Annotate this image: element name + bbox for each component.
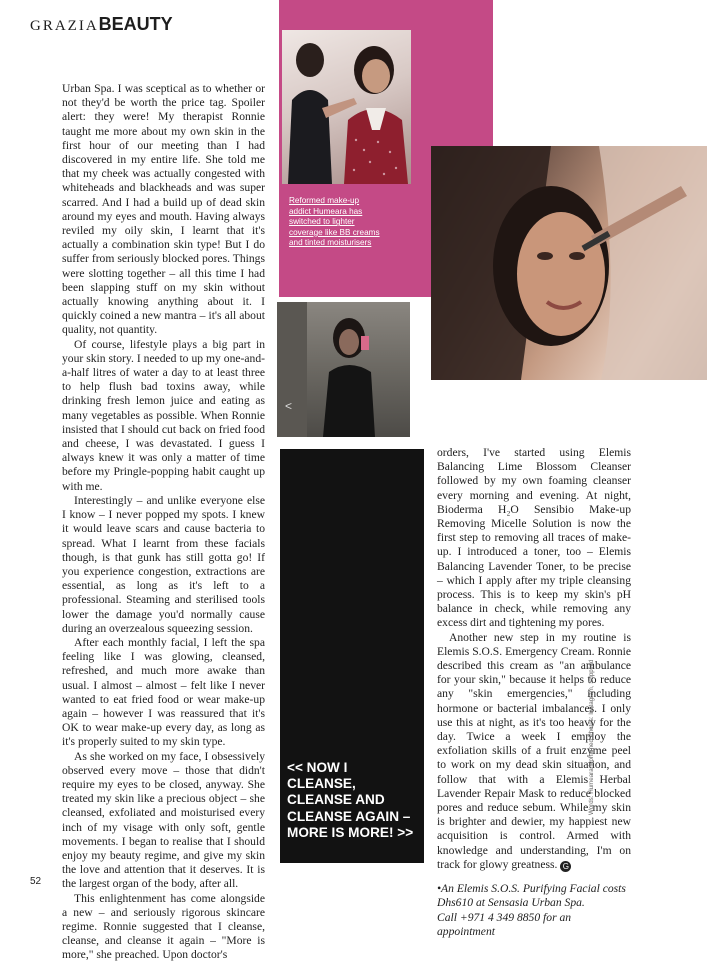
paragraph-text: Another new step in my routine is Elemis S.O.S. Emergency Cream. Ronnie described this cream as "an ambulance for your skin," because it helps to reduce any "skin emergencies," including hormone or bacterial imbalances. I only use this at night, as it's too heavy for the day. Twice a week I employ the exfoliation skills of a fruit enzyme peel to work on my dead skin situation, and follow that with a Elemis Herbal Lavender Repair Mask to reduce blocked pores and reduce sebum. While my skin is brighter and dewier, my happiest new acquisition is control. Armed with knowledge and understanding, I'm on track for glowy greatness. — [437, 630, 631, 871]
svg-text:<: < — [285, 399, 293, 413]
paragraph: After each monthly facial, I left the spa feeling like I was glowing, cleansed, refreshed, and much more awake than usual. I almost – almost – felt like I never wanted to eat fried food or wear make-up again – however I was reassured that it's OK to wear make-up every day, as long as it's properly suited to my skin type. — [62, 635, 265, 749]
page-number: 52 — [30, 876, 42, 887]
left-text-column — [62, 82, 265, 962]
pull-quote: << NOW I CLEANSE, CLEANSE AND CLEANSE AGAIN – MORE IS MORE! >> — [287, 760, 414, 840]
photo-caption: Reformed make-up addict Humeara has switched to lighter coverage like BB creams and tinted moisturisers — [289, 196, 380, 248]
paragraph: Urban Spa. I was sceptical as to whether or not they'd be worth the price tag. Spoiler alert: they were! My therapist Ronnie taught me more about my own skin in the first hour of our meeting than I had discovered in my entire life. She told me that my cheek was actually congested with whiteheads and blackheads and was super scarred. And I had a build up of dead skin around my eyes and mouth. Having always reviled my oily skin, I learnt that it's actually a combination skin type! But I do suffer from seriously blocked pores. Things were slotting together – all this time I had been slapping stuff on my skin without actually knowing anything about it. I quickly coined a new mantra – it's all about quality, not quantity. — [62, 82, 265, 337]
paragraph: Of course, lifestyle plays a big part in your skin story. I needed to up my one-and-a-half litres of water a day to at least three to help flush bad toxins away, while drinking fresh lemon juice and eating as many vegetables as possible. When Ronnie insisted that I should cut back on fried food and cheese, I was devastated. I guess I always knew it was only a matter of time before my Pringle-popping habit caught up with me. — [62, 337, 265, 493]
closeup-makeup-photo — [431, 146, 707, 380]
paragraph: As she worked on my face, I obsessively observed every move – those that didn't require my eyes to be closed, anyway. She treated my skin like a precious object – she cleansed, exfoliated and moisturised every inch of my visage with only soft, gentle movements. I began to realise that I should enjoy my beauty regime, and give my skin the love and attention that it deserves. It is the largest organ of the body, after all. — [62, 749, 265, 891]
magazine-header — [30, 14, 173, 35]
spa-credit — [437, 882, 631, 939]
makeup-artist-photo — [282, 30, 411, 184]
paragraph — [437, 631, 631, 872]
credit-line: Dhs610 at Sensasia Urban Spa. — [437, 896, 585, 910]
paragraph: This enlightenment has come alongside a new – and seriously rigorous skincare regime. Ronnie suggested that I cleanse, cleanse, and cleanse it again – "More is more," she preached. Upon doctor's — [62, 891, 265, 962]
grazia-end-mark-icon: G — [560, 861, 571, 872]
right-text-column — [437, 446, 631, 938]
section-name: BEAUTY — [98, 14, 173, 34]
magazine-name: GRAZIA — [30, 18, 99, 34]
paragraph: Interestingly – and unlike everyone else I know – I never popped my spots. I knew it would leave scars and cause bacteria to spread. What I learnt from these facials though, is that gunk has still gotta go! If you experience congestion, extractions are essential, as long as it's left to a professional. Steaming and sterilised tools lower the damage you'd normally cause during an overzealous squeezing session. — [62, 493, 265, 635]
paragraph: orders, I've started using Elemis Balancing Lime Blossom Cleanser followed by my own foaming cleanser every morning and evening. At night, Bioderma H₂O Sensibio Make-up Removing Micelle Solution is now the first step to removing all traces of make-up. I introduced a toner, too – Elemis Balancing Lavender Toner, to be precise – which I apply after my triple cleansing process. This is to keep my skin's pH balance in check, while removing any excess dirt and tightening my pores. — [437, 446, 631, 630]
credit-line: Call +971 4 349 8850 for an appointment — [437, 910, 572, 938]
photo-credit: Words: Humeara Mohamed Photos: Instagram, Supplied — [588, 659, 595, 815]
selfie-photo — [277, 302, 410, 437]
credit-line: •An Elemis S.O.S. Purifying Facial costs — [437, 882, 626, 896]
